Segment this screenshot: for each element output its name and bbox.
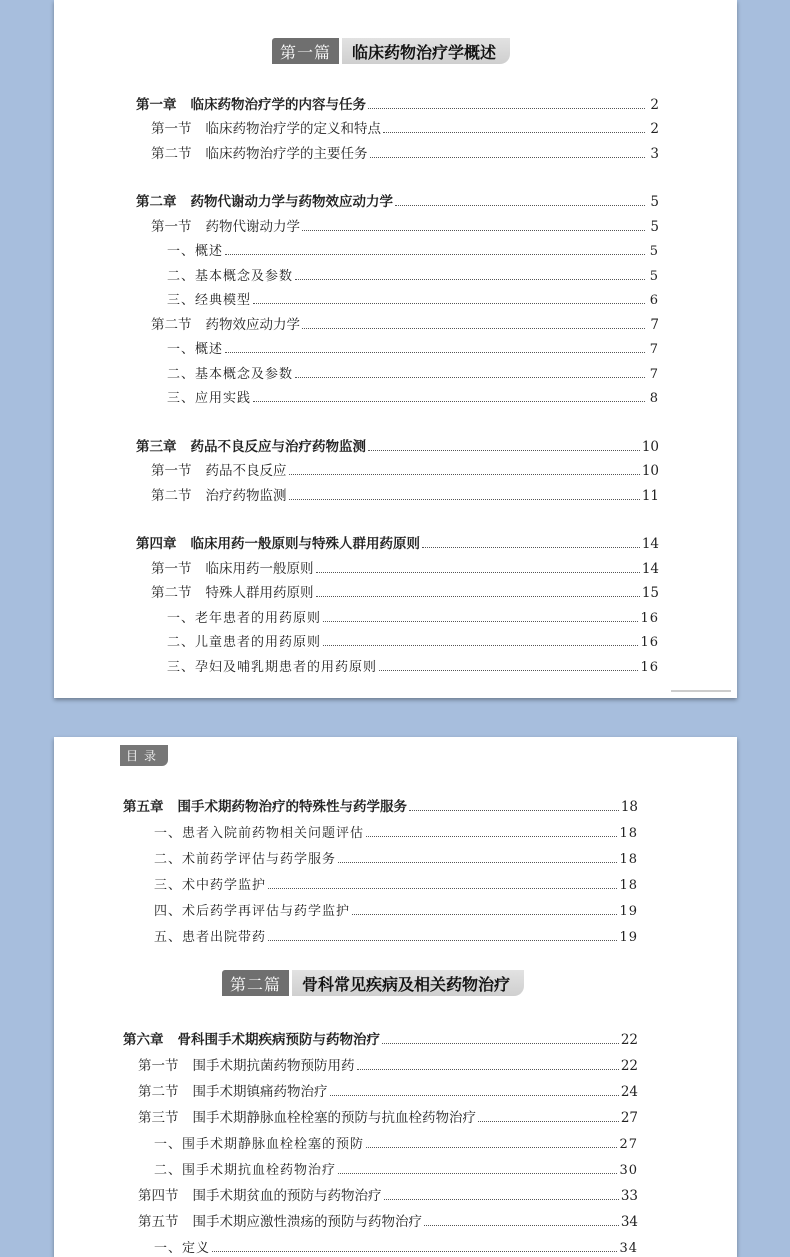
dot-leader (409, 810, 619, 811)
entry-title: 围手术期药物治疗的特殊性与药学服务 (177, 799, 407, 815)
entry-code: 第一节 (151, 218, 192, 235)
entry-code: 第三章 (136, 438, 177, 455)
dot-leader (253, 401, 645, 402)
entry-title: 一、围手术期静脉血栓栓塞的预防 (154, 1137, 365, 1152)
dot-leader (395, 205, 645, 206)
entry-code: 第四节 (138, 1188, 179, 1204)
toc-section-entry[interactable] (136, 479, 659, 504)
dot-leader (352, 914, 617, 915)
entry-code: 第一节 (151, 121, 192, 137)
toc-section-entry[interactable] (136, 137, 659, 162)
dot-leader (383, 132, 645, 133)
toc-section-entry[interactable] (123, 1048, 638, 1074)
toc-chapter-entry[interactable] (136, 430, 659, 455)
dot-leader (323, 621, 638, 622)
toc-item-entry[interactable] (123, 841, 638, 867)
page-number: 16 (640, 659, 659, 675)
part-title: 临床药物治疗学概述 (342, 38, 510, 64)
part-banner (272, 38, 510, 64)
page-number: 11 (641, 487, 659, 504)
dot-leader (338, 1173, 617, 1174)
entry-title: 一、定义 (154, 1241, 211, 1256)
page-number: 34 (619, 1241, 638, 1256)
entry-code: 第二节 (151, 487, 192, 504)
page-number: 15 (641, 585, 659, 601)
page-number: 7 (649, 342, 659, 357)
entry-code: 第二章 (136, 194, 177, 210)
entry-code: 第四章 (136, 536, 177, 552)
entry-title: 一、概述 (167, 244, 224, 259)
entry-title: 围手术期抗菌药物预防用药 (192, 1058, 355, 1074)
dot-leader (253, 303, 645, 304)
toc-item-entry[interactable] (123, 893, 638, 919)
page-edge-mark (671, 690, 731, 692)
toc-section-entry[interactable] (136, 308, 659, 333)
entry-title: 围手术期镇痛药物治疗 (192, 1084, 328, 1100)
dot-leader (366, 1147, 617, 1148)
dot-leader (316, 572, 640, 573)
dot-leader (330, 1095, 619, 1096)
dot-leader (289, 474, 640, 475)
entry-title: 三、应用实践 (167, 391, 252, 406)
entry-title: 一、老年患者的用药原则 (167, 610, 322, 626)
entry-title: 二、围手术期抗血栓药物治疗 (154, 1163, 337, 1178)
toc-chapter-entry[interactable] (123, 789, 638, 815)
toc-item-entry[interactable] (123, 1152, 638, 1178)
entry-title: 二、儿童患者的用药原则 (167, 635, 322, 650)
dot-leader (295, 279, 645, 280)
dot-leader (422, 547, 640, 548)
toc-section-entry[interactable] (123, 1178, 638, 1204)
entry-title: 药品不良反应 (205, 463, 287, 479)
toc-item-entry[interactable] (136, 601, 659, 626)
page-number: 16 (640, 635, 659, 650)
dot-leader (268, 888, 617, 889)
toc-section-entry[interactable] (136, 552, 659, 577)
toc-section-entry[interactable] (123, 1204, 638, 1230)
entry-title: 二、基本概念及参数 (167, 366, 294, 382)
entry-title: 骨科围手术期疾病预防与药物治疗 (177, 1032, 380, 1048)
toc-item-entry[interactable] (136, 259, 659, 284)
entry-code: 第三节 (138, 1110, 179, 1126)
entry-title: 四、术后药学再评估与药学监护 (154, 904, 351, 919)
dot-leader (225, 352, 645, 353)
dot-leader (225, 254, 645, 255)
toc-list (136, 88, 659, 675)
entry-code: 第六章 (123, 1032, 164, 1048)
dot-leader (366, 836, 617, 837)
toc-item-entry[interactable] (136, 235, 659, 260)
page-number: 18 (619, 826, 638, 841)
page-number: 5 (649, 244, 659, 259)
toc-section-entry[interactable] (136, 210, 659, 235)
dot-leader (289, 499, 640, 500)
entry-title: 围手术期静脉血栓栓塞的预防与抗血栓药物治疗 (192, 1110, 476, 1126)
page-number: 22 (620, 1032, 638, 1048)
toc-chapter-entry[interactable] (136, 528, 659, 553)
page-number: 2 (650, 121, 659, 137)
entry-code: 第一节 (151, 560, 192, 577)
entry-title: 二、基本概念及参数 (167, 268, 294, 284)
part-title: 骨科常见疾病及相关药物治疗 (292, 970, 524, 996)
entry-title: 临床用药一般原则 (205, 560, 314, 577)
page-number: 14 (641, 560, 659, 577)
dot-leader (384, 1199, 619, 1200)
entry-title: 三、术中药学监护 (154, 878, 267, 893)
part-number: 第一篇 (272, 38, 339, 64)
toc-section-entry[interactable] (123, 1074, 638, 1100)
dot-leader (368, 108, 645, 109)
dot-leader (295, 377, 645, 378)
entry-title: 临床用药一般原则与特殊人群用药原则 (190, 536, 420, 552)
page-number: 18 (619, 878, 638, 893)
entry-title: 临床药物治疗学的内容与任务 (190, 96, 366, 113)
entry-title: 药品不良反应与治疗药物监测 (190, 438, 366, 455)
page-number: 19 (619, 904, 638, 919)
page-number: 27 (620, 1110, 638, 1126)
page-number: 22 (620, 1058, 638, 1074)
entry-code: 第二节 (151, 585, 192, 601)
page-number: 34 (620, 1214, 638, 1230)
entry-title: 临床药物治疗学的定义和特点 (205, 121, 381, 137)
dot-leader (424, 1225, 619, 1226)
toc-item-entry[interactable] (136, 626, 659, 651)
page-number: 3 (650, 145, 659, 162)
toc-chapter-entry[interactable] (123, 1022, 638, 1048)
page-number: 16 (640, 610, 659, 626)
entry-title: 一、概述 (167, 342, 224, 357)
dot-leader (302, 328, 645, 329)
entry-code: 第一章 (136, 96, 177, 113)
entry-code: 第二节 (151, 145, 192, 162)
page-number: 14 (641, 536, 659, 552)
contents-tag: 目录 (120, 745, 168, 766)
dot-leader (323, 645, 638, 646)
entry-code: 第五节 (138, 1214, 179, 1230)
page-number: 19 (619, 930, 638, 945)
toc-item-entry[interactable] (123, 1230, 638, 1256)
page-number: 2 (650, 96, 659, 113)
toc-chapter-entry[interactable] (136, 186, 659, 211)
page-number: 24 (620, 1084, 638, 1100)
page-number: 10 (641, 463, 659, 479)
toc-item-entry[interactable] (136, 333, 659, 358)
toc-item-entry[interactable] (136, 357, 659, 382)
dot-leader (368, 450, 640, 451)
page-number: 27 (619, 1137, 638, 1152)
entry-title: 药物代谢动力学 (205, 218, 300, 235)
page-number: 18 (620, 799, 638, 815)
entry-code: 第一节 (151, 463, 192, 479)
toc-item-entry[interactable] (136, 382, 659, 407)
dot-leader (379, 670, 638, 671)
entry-code: 第五章 (123, 799, 164, 815)
toc-item-entry[interactable] (136, 650, 659, 675)
toc-item-entry[interactable] (136, 284, 659, 309)
entry-title: 临床药物治疗学的主要任务 (205, 145, 368, 162)
page-number: 6 (649, 293, 659, 308)
dot-leader (357, 1069, 619, 1070)
toc-section-entry[interactable] (136, 577, 659, 602)
part-banner (222, 970, 524, 996)
dot-leader (268, 940, 617, 941)
entry-title: 治疗药物监测 (205, 487, 287, 504)
dot-leader (338, 862, 617, 863)
toc-section-entry[interactable] (136, 113, 659, 138)
toc-item-entry[interactable] (123, 919, 638, 945)
toc-list (123, 789, 638, 945)
page-number: 7 (650, 316, 659, 333)
page-number: 33 (620, 1188, 638, 1204)
entry-code: 第二节 (151, 316, 192, 333)
page-number: 5 (650, 194, 659, 210)
entry-title: 围手术期贫血的预防与药物治疗 (192, 1188, 382, 1204)
dot-leader (370, 157, 646, 158)
entry-code: 第一节 (138, 1058, 179, 1074)
page-number: 30 (619, 1163, 638, 1178)
dot-leader (302, 230, 645, 231)
entry-code: 第二节 (138, 1084, 179, 1100)
page-number: 5 (650, 218, 659, 235)
entry-title: 二、术前药学评估与药学服务 (154, 852, 337, 867)
toc-section-entry[interactable] (136, 455, 659, 480)
entry-title: 三、经典模型 (167, 293, 252, 308)
toc-item-entry[interactable] (123, 1126, 638, 1152)
entry-title: 药物代谢动力学与药物效应动力学 (190, 194, 393, 210)
toc-page-1 (54, 0, 737, 698)
entry-title: 五、患者出院带药 (154, 930, 267, 945)
toc-section-entry[interactable] (123, 1100, 638, 1126)
entry-title: 一、患者入院前药物相关问题评估 (154, 826, 365, 841)
dot-leader (316, 596, 640, 597)
page-number: 10 (641, 438, 659, 455)
toc-item-entry[interactable] (123, 815, 638, 841)
part-number: 第二篇 (222, 970, 289, 996)
entry-title: 特殊人群用药原则 (205, 585, 314, 601)
dot-leader (478, 1121, 619, 1122)
toc-list (123, 1022, 638, 1256)
entry-title: 围手术期应激性溃疡的预防与药物治疗 (192, 1214, 422, 1230)
page-number: 7 (649, 366, 659, 382)
toc-page-2 (54, 737, 737, 1257)
toc-chapter-entry[interactable] (136, 88, 659, 113)
page-number: 18 (619, 852, 638, 867)
page-number: 5 (649, 268, 659, 284)
dot-leader (212, 1251, 617, 1252)
page-number: 8 (649, 391, 659, 406)
entry-title: 三、孕妇及哺乳期患者的用药原则 (167, 659, 378, 675)
toc-item-entry[interactable] (123, 867, 638, 893)
entry-title: 药物效应动力学 (205, 316, 300, 333)
dot-leader (382, 1043, 619, 1044)
